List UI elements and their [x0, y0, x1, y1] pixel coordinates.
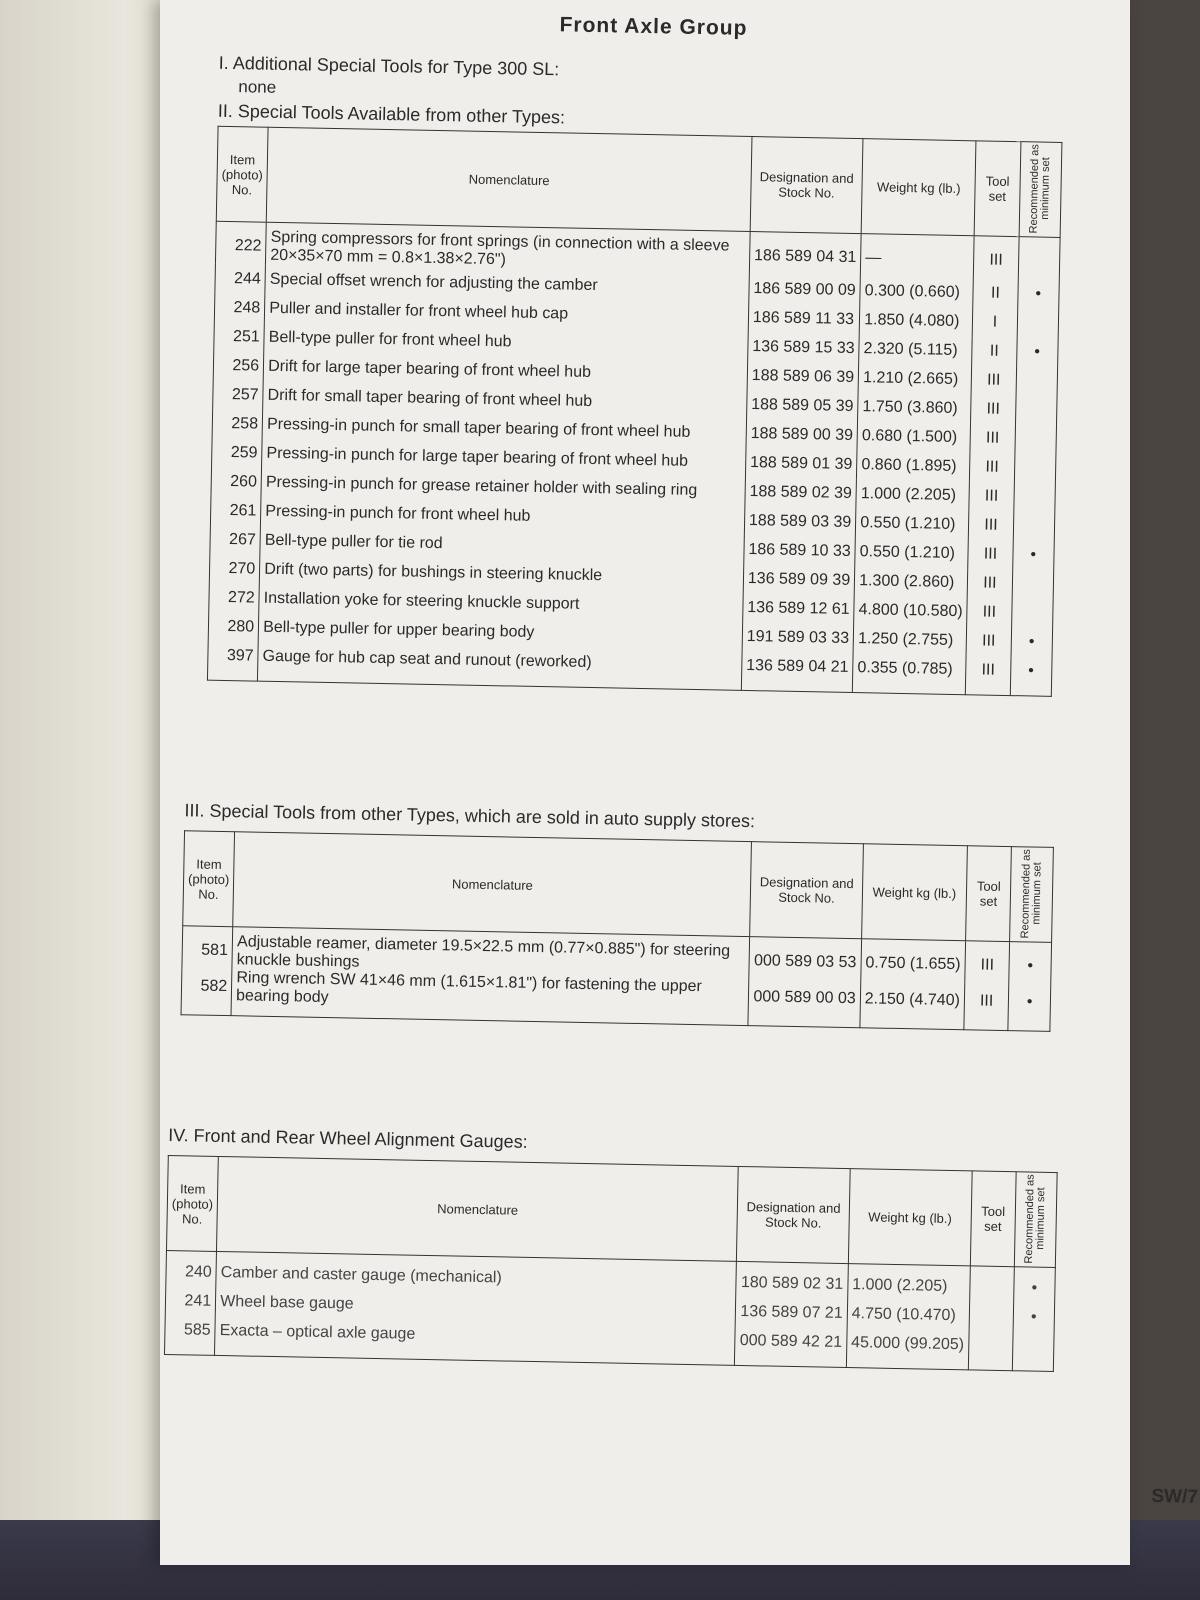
tool-name: Pressing-in punch for small taper bearing of front wheel hub [262, 410, 746, 448]
stock-number: 136 589 09 39 [743, 564, 855, 595]
weight-value: 0.860 (1.895) [857, 450, 971, 481]
stock-number: 000 589 42 21 [735, 1326, 847, 1368]
tool-name: Spring compressors for front springs (in connection with a sleeve 20×35×70 mm = 0.8×1.38×2.76") [266, 222, 750, 274]
tool-name: Camber and caster gauge (mechanical) [216, 1251, 737, 1296]
tool-name: Bell-type puller for front wheel hub [264, 323, 748, 361]
tool-name: Pressing-in punch for front wheel hub [261, 497, 745, 535]
tool-set: III [969, 510, 1014, 540]
section-1-value: none [238, 77, 277, 97]
stock-number: 186 589 00 09 [749, 274, 861, 305]
weight-value: 0.750 (1.655) [861, 939, 966, 983]
item-number: 272 [209, 583, 260, 613]
header-item: Item (photo) No. [216, 126, 268, 222]
header-designation: Designation and Stock No. [737, 1166, 850, 1263]
recommended-mark [1013, 482, 1055, 512]
tool-set: III [974, 236, 1019, 279]
stock-number: 188 589 06 39 [747, 361, 859, 392]
tool-name: Gauge for hub cap seat and runout (reworked) [258, 642, 742, 691]
weight-value: 1.210 (2.665) [858, 363, 972, 394]
stock-number: 188 589 03 39 [744, 506, 856, 537]
header-recommended: Recommended as minimum set [1014, 1172, 1057, 1268]
recommended-mark [1017, 308, 1059, 338]
recommended-mark [1011, 598, 1053, 628]
header-recommended: Recommended as minimum set [1019, 142, 1062, 238]
tool-set: II [973, 278, 1018, 308]
item-number: 258 [212, 409, 263, 439]
tool-set: III [970, 423, 1015, 453]
tool-name: Bell-type puller for upper bearing body [258, 613, 742, 651]
weight-value: 0.300 (0.660) [860, 276, 974, 307]
recommended-mark: • [1010, 656, 1052, 696]
stock-number: 188 589 05 39 [746, 390, 858, 421]
item-number: 257 [213, 380, 264, 410]
tool-name: Installation yoke for steering knuckle support [259, 584, 743, 622]
tool-set: III [970, 452, 1015, 482]
recommended-mark: • [1008, 984, 1050, 1031]
stock-number: 186 589 10 33 [744, 535, 856, 566]
document-page [160, 0, 1199, 1565]
header-weight: Weight kg (lb.) [861, 844, 967, 941]
tool-set: III [971, 365, 1016, 395]
header-recommended: Recommended as minimum set [1010, 847, 1053, 943]
tool-set: III [967, 568, 1012, 598]
item-number: 270 [209, 554, 260, 584]
item-number: 222 [215, 221, 266, 264]
item-number: 267 [210, 525, 261, 555]
header-item: Item (photo) No. [183, 831, 235, 927]
weight-value: 4.750 (10.470) [847, 1299, 970, 1330]
item-number: 582 [181, 968, 232, 1015]
tool-set [968, 1330, 1013, 1370]
stock-number: 136 589 12 61 [743, 593, 855, 624]
recommended-mark: • [1011, 627, 1053, 657]
recommended-mark: • [1017, 279, 1059, 309]
tool-name: Exacta – optical axle gauge [215, 1316, 736, 1365]
section-2-table [207, 126, 1062, 697]
item-number: 261 [210, 496, 261, 526]
recommended-mark [1012, 569, 1054, 599]
header-weight: Weight kg (lb.) [861, 139, 976, 236]
stock-number: 186 589 04 31 [749, 231, 861, 276]
item-number: 585 [164, 1315, 215, 1355]
tool-set: I [972, 307, 1017, 337]
stock-number: 188 589 02 39 [745, 477, 857, 508]
recommended-mark [1015, 395, 1057, 425]
header-toolset: Tool set [966, 846, 1012, 942]
weight-value: 1.850 (4.080) [859, 305, 973, 336]
tool-name: Special offset wrench for adjusting the camber [265, 265, 749, 303]
tool-name: Adjustable reamer, diameter 19.5×22.5 mm (0.77×0.885") for steering knuckle bushings [232, 927, 750, 979]
tool-set: III [964, 983, 1009, 1030]
header-toolset: Tool set [974, 141, 1020, 237]
weight-value: 1.000 (2.205) [856, 479, 970, 510]
tool-set: III [965, 941, 1010, 984]
tool-name: Puller and installer for front wheel hub cap [265, 294, 749, 332]
item-number: 248 [214, 293, 265, 323]
tool-name: Pressing-in punch for grease retainer holder with sealing ring [261, 468, 745, 506]
weight-value: 0.680 (1.500) [857, 421, 971, 452]
tool-name: Drift for large taper bearing of front wheel hub [263, 352, 747, 390]
header-weight: Weight kg (lb.) [848, 1169, 972, 1266]
tool-set: II [972, 336, 1017, 366]
recommended-mark: • [1016, 337, 1058, 367]
tool-set: III [969, 481, 1014, 511]
header-nomenclature: Nomenclature [217, 1156, 739, 1261]
stock-number: 136 589 04 21 [741, 651, 853, 693]
recommended-mark [1014, 453, 1056, 483]
stock-number: 180 589 02 31 [736, 1261, 848, 1299]
section-2-heading: II. Special Tools Available from other Types: [217, 100, 566, 128]
weight-value: 4.800 (10.580) [854, 595, 968, 626]
tool-name: Ring wrench SW 41×46 mm (1.615×1.81") for fastening the upper bearing body [231, 969, 749, 1025]
tool-set: III [967, 597, 1012, 627]
header-designation: Designation and Stock No. [750, 137, 863, 234]
item-number: 280 [208, 612, 259, 642]
recommended-mark [1015, 424, 1057, 454]
header-nomenclature: Nomenclature [266, 127, 751, 231]
item-number: 397 [207, 641, 258, 681]
page-content [168, 0, 1199, 1508]
section-4-heading: IV. Front and Rear Wheel Alignment Gauges: [168, 1124, 528, 1152]
tool-set: III [968, 539, 1013, 569]
stock-number: 186 589 11 33 [748, 303, 860, 334]
tool-name: Drift for small taper bearing of front wheel hub [263, 381, 747, 419]
weight-value: 1.250 (2.755) [853, 624, 967, 655]
tool-name: Pressing-in punch for large taper bearing of front wheel hub [262, 439, 746, 477]
weight-value: 0.550 (1.210) [855, 537, 969, 568]
weight-value: 2.320 (5.115) [859, 334, 973, 365]
item-number: 251 [214, 322, 265, 352]
recommended-mark [1013, 511, 1055, 541]
weight-value: 1.300 (2.860) [854, 566, 968, 597]
section-3-heading: III. Special Tools from other Types, which are sold in auto supply stores: [184, 800, 756, 832]
stock-number: 136 589 07 21 [736, 1297, 848, 1328]
stock-number: 136 589 15 33 [748, 332, 860, 363]
weight-value: — [861, 234, 975, 279]
recommended-mark [1012, 1331, 1054, 1371]
page-id: SW/7 [1151, 1485, 1199, 1508]
weight-value: 0.355 (0.785) [853, 653, 967, 695]
item-number: 256 [213, 351, 264, 381]
tool-set: III [966, 626, 1011, 656]
tool-set: III [971, 394, 1016, 424]
section-3-table [181, 830, 1054, 1032]
item-number: 240 [166, 1250, 217, 1286]
page-title: Front Axle Group [559, 13, 748, 40]
item-number: 259 [212, 438, 263, 468]
weight-value: 1.000 (2.205) [847, 1264, 970, 1302]
tool-name: Bell-type puller for tie rod [260, 526, 744, 564]
stock-number: 000 589 03 53 [749, 937, 861, 982]
weight-value: 1.750 (3.860) [858, 392, 972, 423]
recommended-mark: • [1013, 1302, 1055, 1332]
recommended-mark: • [1013, 1267, 1055, 1303]
item-number: 260 [211, 467, 262, 497]
tool-name: Wheel base gauge [215, 1287, 736, 1326]
recommended-mark: • [1009, 942, 1051, 985]
item-number: 244 [215, 264, 266, 294]
header-toolset: Tool set [970, 1171, 1016, 1267]
tool-name: Drift (two parts) for bushings in steering knuckle [259, 555, 743, 593]
weight-value: 0.550 (1.210) [856, 508, 970, 539]
stock-number: 000 589 00 03 [748, 979, 860, 1028]
section-1-heading: I. Additional Special Tools for Type 300 SL: [218, 52, 560, 80]
item-number: 581 [182, 926, 233, 969]
tool-set [969, 1266, 1014, 1302]
header-designation: Designation and Stock No. [750, 842, 863, 939]
header-item: Item (photo) No. [166, 1155, 218, 1251]
item-number: 241 [165, 1286, 216, 1316]
weight-value: 45.000 (99.205) [846, 1328, 969, 1370]
section-4-table [164, 1155, 1058, 1372]
tool-set: III [966, 655, 1011, 695]
tool-set [969, 1301, 1014, 1331]
recommended-mark: • [1012, 540, 1054, 570]
weight-value: 2.150 (4.740) [860, 981, 965, 1029]
stock-number: 188 589 01 39 [745, 448, 857, 479]
stock-number: 188 589 00 39 [746, 419, 858, 450]
stock-number: 191 589 03 33 [742, 622, 854, 653]
recommended-mark [1016, 366, 1058, 396]
header-nomenclature: Nomenclature [233, 832, 752, 937]
recommended-mark [1018, 237, 1060, 280]
